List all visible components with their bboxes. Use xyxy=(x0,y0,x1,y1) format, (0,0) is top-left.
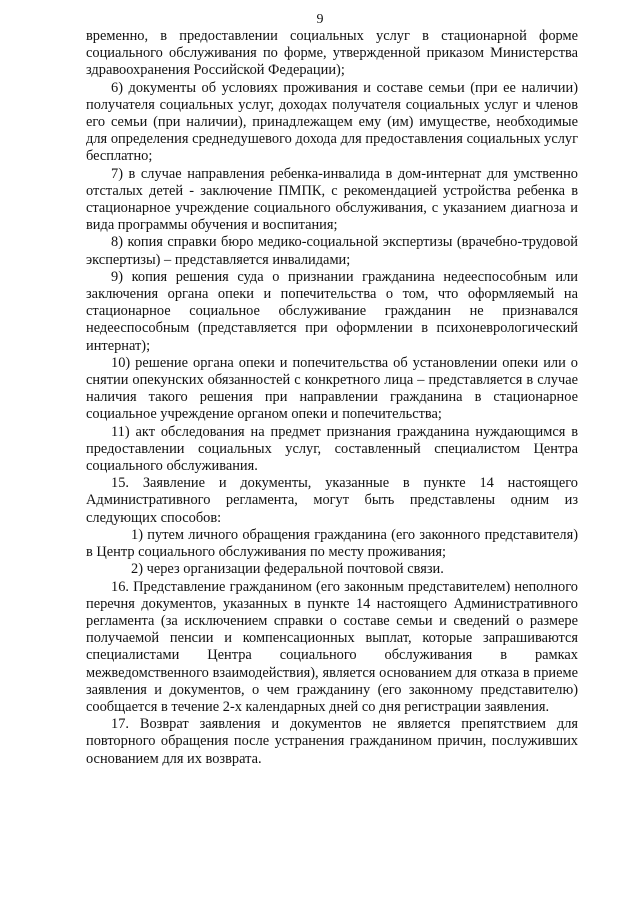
paragraph-item-6: 6) документы об условиях проживания и составе семьи (при ее наличии) получателя социальных услуг, доходах получателя социальных услуг и членов его семьи (при наличии), принадлежащем ему (им) имуществе, необходимые для определения среднедушевого дохода для предоставления социальных услуг бесплатно; xyxy=(86,79,578,165)
document-body xyxy=(86,28,578,768)
paragraph-clause-17: 17. Возврат заявления и документов не является препятствием для повторного обращения после устранения гражданином причин, послуживших основанием для их возврата. xyxy=(86,716,578,767)
paragraph-clause-16: 16. Представление гражданином (его законным представителем) неполного перечня документов, указанных в пункте 14 настоящего Административного регламента (за исключением справки о составе семьи и сведений о размере получаемой пенсии и компенсационных выплат, которые запрашиваются специалистами Центра социального обслуживания в рамках межведомственного взаимодействия), является основанием для отказа в приеме заявления и документов, о чем гражданину (его законному представителю) сообщается в течение 2-х календарных дней со дня регистрации заявления. xyxy=(86,578,578,715)
paragraph-continuation: временно, в предоставлении социальных услуг в стационарной форме социального обслуживания по форме, утвержденной приказом Министерства здравоохранения Российской Федерации); xyxy=(86,28,578,79)
paragraph-item-11: 11) акт обследования на предмет признания гражданина нуждающимся в предоставлении социальных услуг, составленный специалистом Центра социального обслуживания. xyxy=(86,423,578,475)
paragraph-item-10: 10) решение органа опеки и попечительства об установлении опеки или о снятии опекунских обязанностей с конкретного лица – представляется в случае наличия такого решения при направлении гражданина в стационарное социальное учреждение органом опеки и попечительства; xyxy=(86,354,578,423)
paragraph-item-9: 9) копия решения суда о признании гражданина недееспособным или заключения органа опеки и попечительства о том, что оформляемый на стационарное социальное обслуживание гражданин не признавался недееспособным (представляется при оформлении в психоневрологический интернат); xyxy=(86,268,578,354)
paragraph-item-8: 8) копия справки бюро медико-социальной экспертизы (врачебно-трудовой экспертизы) – представляется инвалидами; xyxy=(86,234,578,268)
paragraph-method-1: 1) путем личного обращения гражданина (его законного представителя) в Центр социального обслуживания по месту проживания; xyxy=(86,526,578,561)
paragraph-method-2: 2) через организации федеральной почтовой связи. xyxy=(131,561,444,578)
paragraph-item-7: 7) в случае направления ребенка-инвалида в дом-интернат для умственно отсталых детей - заключение ПМПК, с рекомендацией устройства ребенка в стационарное учреждение социального обслуживания, с указанием диагноза и вида программы обучения и воспитания; xyxy=(86,165,578,234)
page-number: 9 xyxy=(316,12,324,27)
paragraph-clause-15: 15. Заявление и документы, указанные в пункте 14 настоящего Административного регламента, могут быть представлены одним из следующих способов: xyxy=(86,475,578,526)
